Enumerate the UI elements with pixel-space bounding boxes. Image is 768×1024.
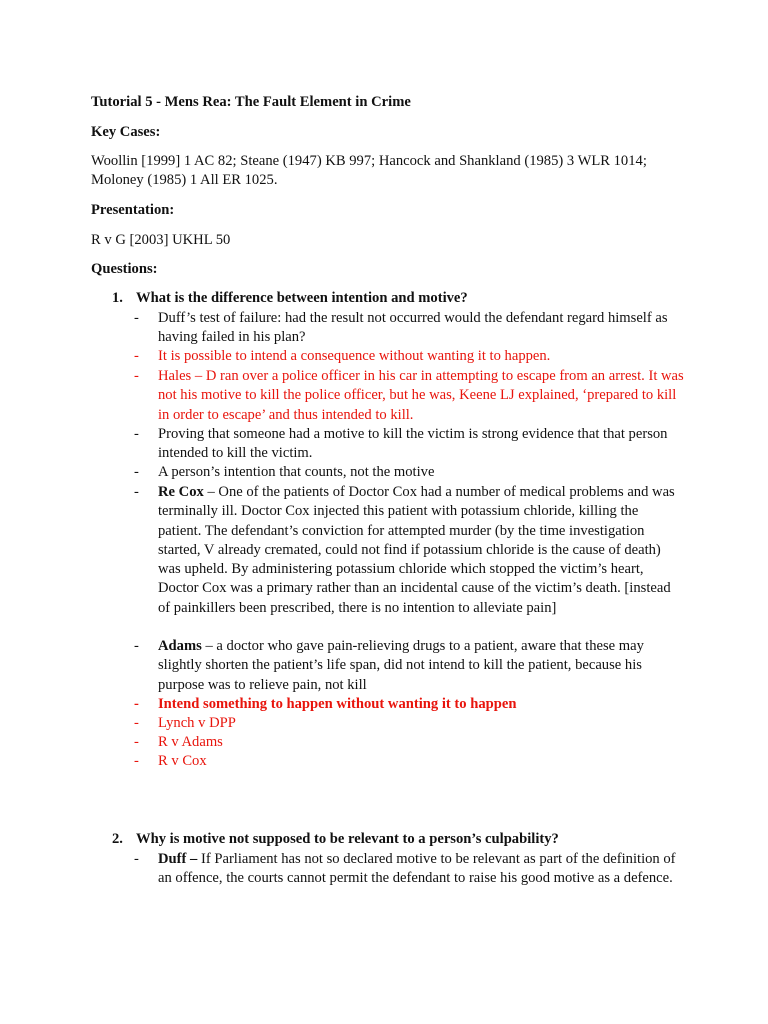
bullet-text: If Parliament has not so declared motive to be relevant as part of the definition of an offence, the courts cannot permit the defendant to raise his good motive as a defence. (158, 851, 676, 887)
questions-heading: Questions: (91, 261, 158, 277)
question-2-text: Why is motive not supposed to be relevant to a person’s culpability? (136, 831, 559, 847)
bullet-text: – One of the patients of Doctor Cox had a number of medical problems and was terminally ill. Doctor Cox injected this patient with potassium chloride, killing the patient. The defendant’s conviction for attempted murder (by the time investigation started, V already cremated, could not find if potassium chloride is the cause of death) was upheld. By administering potassium chloride which stopped the victim’s heart, Doctor Cox was a primary rather than an incidental cause of the victim’s death. [instead of painkillers been prescribed, there is no intention to alleviate pain] (158, 484, 675, 616)
bullet-text: Lynch v DPP (158, 715, 236, 731)
question-2-number: 2. (112, 831, 123, 847)
bullet-dash: - (134, 348, 139, 364)
presentation-text: R v G [2003] UKHL 50 (91, 232, 231, 248)
q1-bullet-11 (134, 752, 684, 771)
bullet-dash: - (134, 696, 139, 712)
bullet-dash: - (134, 638, 139, 654)
bullet-dash: - (134, 464, 139, 480)
q1-bullet-2 (134, 347, 684, 366)
bullet-text: A person’s intention that counts, not the motive (158, 464, 435, 480)
bullet-text: – a doctor who gave pain-relieving drugs to a patient, aware that these may slightly shorten the patient’s life span, did not intend to kill the patient, because his purpose was to relieve pain, not kill (158, 638, 644, 693)
q1-bullet-5 (134, 463, 684, 482)
bullet-dash: - (134, 484, 139, 500)
bullet-dash: - (134, 426, 139, 442)
bullet-dash: - (134, 851, 139, 867)
bullet-dash: - (134, 734, 139, 750)
bullet-text: Proving that someone had a motive to kill the victim is strong evidence that that person intended to kill the victim. (158, 426, 668, 462)
case-name-adams: Adams (158, 638, 202, 654)
question-2 (112, 830, 559, 849)
q1-bullet-1 (134, 309, 684, 348)
bullet-dash: - (134, 368, 139, 384)
q2-bullet-1 (134, 850, 684, 889)
bullet-dash: - (134, 753, 139, 769)
key-cases-text: Woollin [1999] 1 AC 82; Steane (1947) KB 997; Hancock and Shankland (1985) 3 WLR 1014; Moloney (1985) 1 All ER 1025. (91, 153, 647, 189)
author-name-duff: Duff – (158, 851, 198, 867)
bullet-text: Duff’s test of failure: had the result not occurred would the defendant regard himself as having failed in his plan? (158, 310, 668, 346)
question-1-number: 1. (112, 290, 123, 306)
bullet-text: Intend something to happen without wanting it to happen (158, 696, 517, 712)
q1-bullet-7 (134, 637, 684, 695)
bullet-text: Hales – D ran over a police officer in his car in attempting to escape from an arrest. It was not his motive to kill the police officer, but he was, Keene LJ explained, ‘prepared to kill in order to escape’ and thus intended to kill. (158, 368, 684, 423)
bullet-dash: - (134, 715, 139, 731)
q1-bullet-9 (134, 714, 684, 733)
presentation-heading: Presentation: (91, 202, 175, 218)
bullet-text: R v Adams (158, 734, 223, 750)
bullet-text: R v Cox (158, 753, 207, 769)
bullet-text: It is possible to intend a consequence without wanting it to happen. (158, 348, 551, 364)
question-1-text: What is the difference between intention and motive? (136, 290, 468, 306)
q1-bullet-10 (134, 733, 684, 752)
key-cases-heading: Key Cases: (91, 124, 161, 140)
q1-bullet-4 (134, 425, 684, 464)
q1-bullet-3 (134, 367, 684, 425)
q1-bullet-8 (134, 695, 684, 714)
bullet-dash: - (134, 310, 139, 326)
tutorial-title: Tutorial 5 - Mens Rea: The Fault Element in Crime (91, 94, 411, 110)
q1-bullet-6 (134, 483, 684, 618)
question-1 (112, 289, 468, 308)
case-name-re-cox: Re Cox (158, 484, 204, 500)
